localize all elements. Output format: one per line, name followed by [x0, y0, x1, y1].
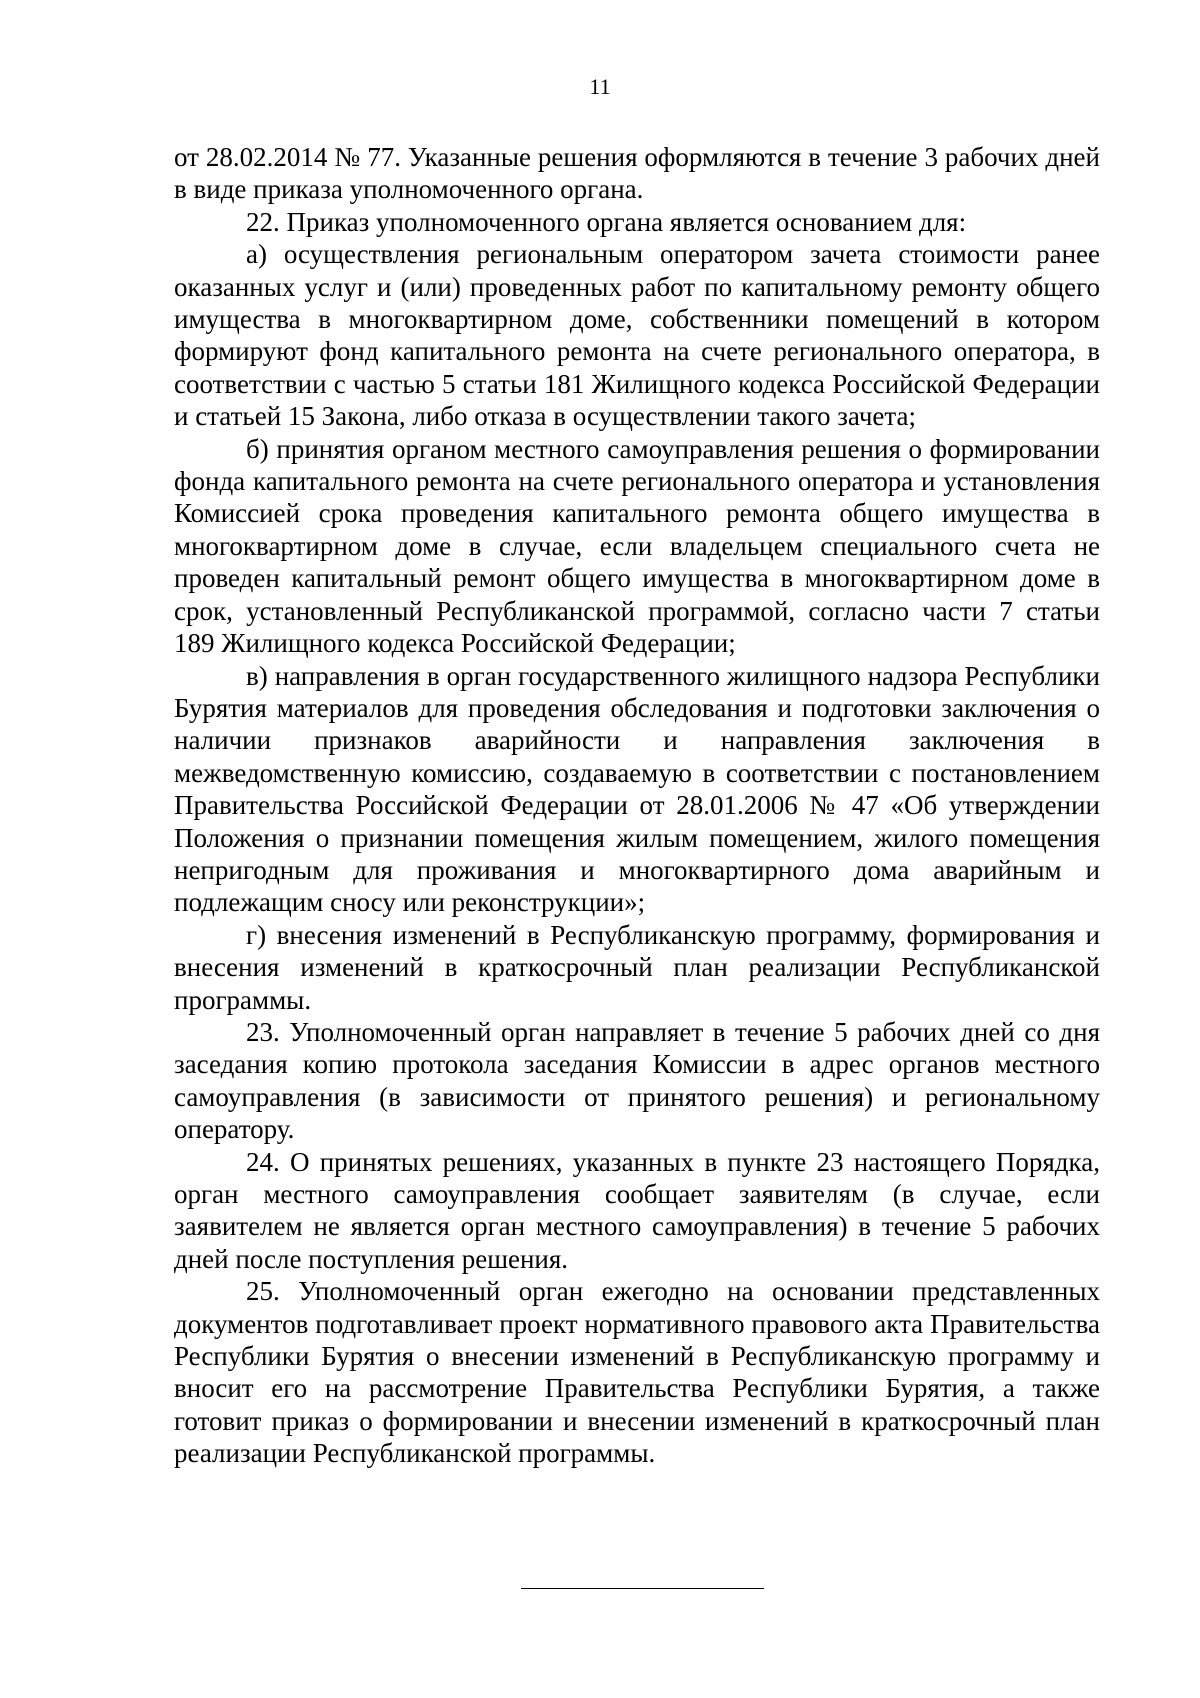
paragraph-item-25: 25. Уполномоченный орган ежегодно на основании представленных документов подготавливает проект нормативного правового акта Правительства Республики Бурятия о внесении изменений в Республиканскую программу и вносит его на рассмотрение Правительства Республики Бурятия, а также готовит приказ о формировании и внесении изменений в краткосрочный план реализации Республиканской программы. — [174, 1276, 1100, 1469]
paragraph-item-22: 22. Приказ уполномоченного органа является основанием для: — [246, 206, 967, 237]
paragraph-continuation: от 28.02.2014 № 77. Указанные решения оформляются в течение 3 рабочих дней в виде приказа уполномоченного органа. — [174, 142, 1100, 205]
paragraph-subitem-a: а) осуществления региональным оператором зачета стоимости ранее оказанных услуг и (или) проведенных работ по капитальному ремонту общего имущества в многоквартирном доме, собственники помещений в котором формируют фонд капитального ремонта на счете регионального оператора, в соответствии с частью 5 статьи 181 Жилищного кодекса Российской Федерации и статьей 15 Закона, либо отказа в осуществлении такого зачета; — [174, 239, 1100, 432]
paragraph-subitem-v: в) направления в орган государственного жилищного надзора Республики Бурятия материалов для проведения обследования и подготовки заключения о наличии признаков аварийности и направления заключения в межведомственную комиссию, создаваемую в соответствии с постановлением Правительства Российской Федерации от 28.01.2006 № 47 «Об утверждении Положения о признании помещения жилым помещением, жилого помещения непригодным для проживания и многоквартирного дома аварийным и подлежащим сносу или реконструкции»; — [174, 660, 1100, 918]
paragraph-subitem-b: б) принятия органом местного самоуправления решения о формировании фонда капитального ремонта на счете регионального оператора и установления Комиссией срока проведения капитального ремонта общего имущества в многоквартирном доме в случае, если владельцем специального счета не проведен капитальный ремонт общего имущества в многоквартирном доме в срок, установленный Республиканской программой, согласно части 7 статьи 189 Жилищного кодекса Российской Федерации; — [174, 433, 1100, 659]
end-of-document-rule — [521, 1588, 764, 1589]
page-number: 11 — [589, 74, 611, 99]
paragraph-item-23: 23. Уполномоченный орган направляет в течение 5 рабочих дней со дня заседания копию протокола заседания Комиссии в адрес органов местного самоуправления (в зависимости от принятого решения) и региональному оператору. — [174, 1016, 1100, 1145]
paragraph-subitem-g: г) внесения изменений в Республиканскую программу, формирования и внесения изменений в краткосрочный план реализации Республиканской программы. — [174, 919, 1100, 1015]
paragraph-item-24: 24. О принятых решениях, указанных в пункте 23 настоящего Порядка, орган местного самоуправления сообщает заявителям (в случае, если заявителем не является орган местного самоуправления) в течение 5 рабочих дней после поступления решения. — [174, 1146, 1100, 1274]
document-body — [174, 141, 1100, 1470]
